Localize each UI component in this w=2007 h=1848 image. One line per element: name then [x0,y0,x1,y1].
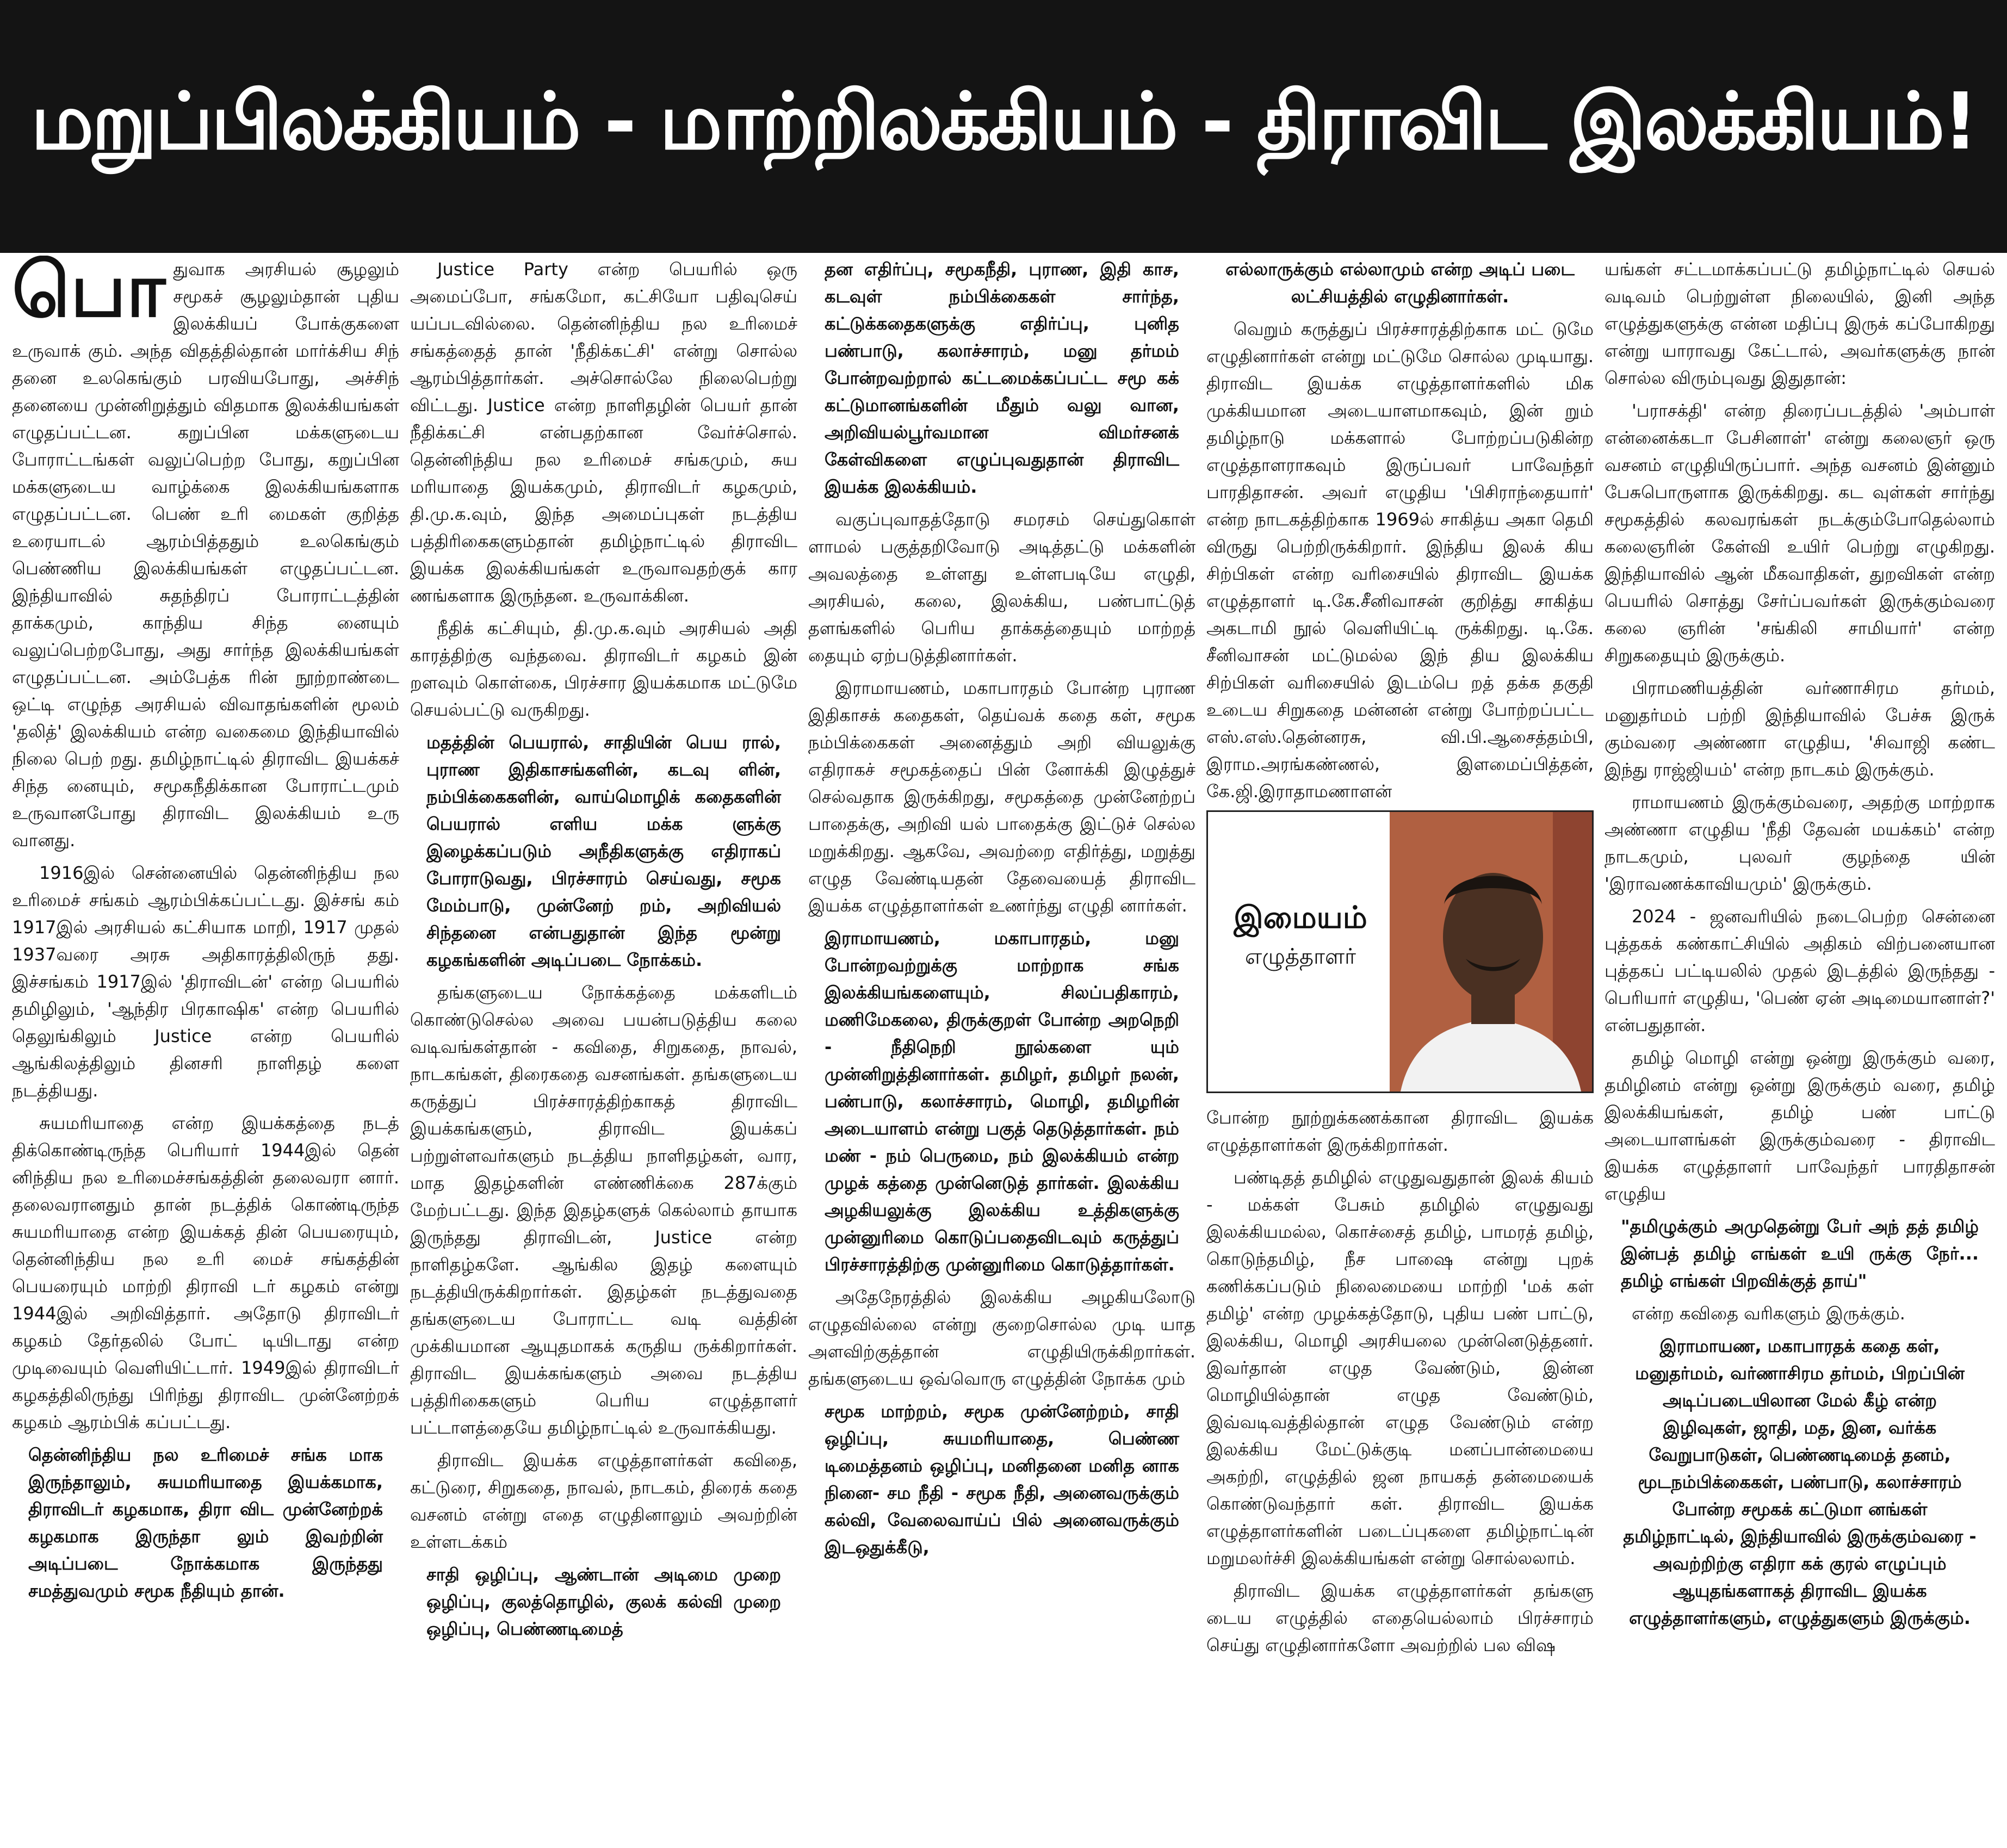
paragraph: என்ற கவிதை வரிகளும் இருக்கும். [1632,1303,1905,1324]
pull-quote: இராமாயணம், மகாபாரதம், மனு போன்றவற்றுக்கு மாற்றாக சங்க இலக்கியங்களையும், சிலப்பதிகாரம், மணிமேகலை, திருக்குறள் போன்ற அறநெறி - நீதிநெறி நூல்களை யும் முன்னிறுத்தினார்கள். தமிழர், தமிழர் நலன், பண்பாடு, கலாச்சாரம், மொழி, தமிழரின் அடையாளம் என்று பகுத் தெடுத்தார்கள். நம் மண் - நம் பெருமை, நம் இலக்கியம் என்ற முழக் கத்தை முன்னெடுத் தார்கள். இலக்கிய அழகியலுக்கு இலக்கிய உத்திகளுக்கு முன்னுரிமை கொடுப்பதைவிடவும் கருத்துப் பிரச்சாரத்திற்கு முன்னுரிமை கொடுத்தார்கள். [825,928,1179,1275]
headline-banner [0,0,2007,253]
author-label [1224,899,1377,973]
column-1 [12,256,399,1844]
drop-cap: பொ [12,256,166,334]
headline: மறுப்பிலக்கியம் - மாற்றிலக்கியம் - திராவிட இலக்கியம்! [30,75,1977,167]
pull-quote: தன எதிர்ப்பு, சமூகநீதி, புராண, இதி காச, கடவுள் நம்பிக்கைகள் சார்ந்த, கட்டுக்கதைகளுக்கு எதிர்ப்பு, புனித பண்பாடு, கலாச்சாரம், மனு தர்மம் போன்றவற்றால் கட்டமைக்கப்பட்ட சமூ கக் கட்டுமானங்களின் மீதும் வலு வான, அறிவியல்பூர்வமான விமர்சனக் கேள்விகளை எழுப்புவதுதான் திராவிட இயக்க இலக்கியம். [825,259,1179,497]
paragraph: பண்டிதத் தமிழில் எழுதுவதுதான் இலக் கியம் - மக்கள் பேசும் தமிழில் எழுதுவது இலக்கியமல்ல, கொச்சைத் தமிழ், பாமரத் தமிழ், கொடுந்தமிழ், நீச பாஷை என்று புறக் கணிக்கப்படும் நிலைமையை மாற்றி 'மக் கள் தமிழ்' என்ற முழக்கத்தோடு, புதிய பண் பாட்டு, இலக்கிய, மொழி அரசியலை முன்னெடுத்தனர். இவர்தான் எழுத வேண்டும், இன்ன மொழியில்தான் எழுத வேண்டும், இவ்வடிவத்தில்தான் எழுத வேண்டும் என்ற இலக்கிய மேட்டுக்குடி மனப்பான்மையை அகற்றி, எழுத்தில் ஜன நாயகத் தன்மையைக் கொண்டுவந்தார் கள். திராவிட இயக்க எழுத்தாளர்களின் படைப்புகளை தமிழ்நாட்டின் மறுமலர்ச்சி இலக்கியங்கள் என்று சொல்லலாம். [1206,1167,1594,1568]
paragraph: தமிழ் மொழி என்று ஒன்று இருக்கும் வரை, தமிழினம் என்று ஒன்று இருக்கும் வரை, தமிழ் இலக்கியங்கள், தமிழ் பண் பாட்டு அடையாளங்கள் இருக்கும்வரை - திராவிட இயக்க எழுத்தாளர் பாவேந்தர் பாரதிதாசன் எழுதிய [1605,1047,1995,1204]
column-5 [1605,256,1995,1844]
article-body [12,256,1995,1844]
paragraph: இராமாயணம், மகாபாரதம் போன்ற புராண இதிகாசக் கதைகள், தெய்வக் கதை கள், சமூக நம்பிக்கைகள் அனைத்தும் அறி வியலுக்கு எதிராகச் சமூகத்தைப் பின் னோக்கி இழுத்துச் செல்வதாக இருக்கிறது, சமூகத்தை முன்னேற்றப் பாதைக்கு, அறிவி யல் பாதைக்கு இட்டுச் செல்ல மறுக்கிறது. ஆகவே, அவற்றை எதிர்த்து, மறுத்து எழுத வேண்டியதன் தேவையைத் திராவிட இயக்க எழுத்தாளர்கள் உணர்ந்து எழுதி னார்கள். [808,678,1195,916]
paragraph: அதேநேரத்தில் இலக்கிய அழகியலோடு எழுதவில்லை என்று குறைசொல்ல முடி யாத அளவிற்குத்தான் எழுதியிருக்கிறார்கள். தங்களுடைய ஒவ்வொரு எழுத்தின் நோக்க மும் [808,1287,1195,1389]
author-role: எழுத்தாளர் [1245,944,1356,969]
poem-quote: "தமிழுக்கும் அமுதென்று பேர் அந் தத் தமிழ் இன்பத் தமிழ் எங்கள் உயி ருக்கு நேர்... தமிழ் எங்கள் பிறவிக்குத் தாய்" [1621,1216,1979,1291]
paragraph: போன்ற நூற்றுக்கணக்கான திராவிட இயக்க எழுத்தாளர்கள் இருக்கிறார்கள். [1206,1107,1594,1155]
pull-quote: சமூக மாற்றம், சமூக முன்னேற்றம், சாதி ஒழிப்பு, சுயமரியாதை, பெண்ண டிமைத்தனம் ஒழிப்பு, மனிதனை மனித னாக நினை- சம நீதி - சமூக நீதி, அனைவருக்கும் கல்வி, வேலைவாய்ப் பில் அனைவருக்கும் இடஒதுக்கீடு, [825,1401,1179,1558]
paragraph: வகுப்புவாதத்தோடு சமரசம் செய்துகொள் ளாமல் பகுத்தறிவோடு அடித்தட்டு மக்களின் அவலத்தை உள்ளது உள்ளபடியே எழுதி, அரசியல், கலை, இலக்கிய, பண்பாட்டுத் தளங்களில் பெரிய தாக்கத்தையும் மாற்றத் தையும் ஏற்படுத்தினார்கள். [808,509,1195,666]
paragraph: 1916இல் சென்னையில் தென்னிந்திய நல உரிமைச் சங்கம் ஆரம்பிக்கப்பட்டது. இச்சங் கம் 1917இல் அரசியல் கட்சியாக மாறி, 1917 முதல் 1937வரை அரசு அதிகாரத்திலிருந் தது. இச்சங்கம் 1917இல் 'திராவிடன்' என்ற பெயரில் தமிழிலும், 'ஆந்திர பிரகாஷிக' என்ற பெயரில் தெலுங்கிலும் Justice என்ற பெயரில் ஆங்கிலத்திலும் தினசரி நாளிதழ் களை நடத்தியது. [12,863,399,1101]
author-photo [1390,812,1592,1092]
paragraph: பிராமணியத்தின் வர்ணாசிரம தர்மம், மனுதர்மம் பற்றி இந்தியாவில் பேச்சு இருக் கும்வரை அண்ணா எழுதிய, 'சிவாஜி கண்ட இந்து ராஜ்ஜியம்' என்ற நாடகம் இருக்கும். [1605,678,1995,780]
author-name: இமையம் [1234,900,1367,935]
pull-quote: சாதி ஒழிப்பு, ஆண்டான் அடிமை முறை ஒழிப்பு, குலத்தொழில், குலக் கல்வி முறை ஒழிப்பு, பெண்ணடிமைத் [426,1564,781,1639]
paragraph: சுயமரியாதை என்ற இயக்கத்தை நடத் திக்கொண்டிருந்த பெரியார் 1944இல் தென் னிந்திய நல உரிமைச்சங்கத்தின் தலைவரா னார். தலைவரானதும் தான் நடத்திக் கொண்டிருந்த சுயமரியாதை என்ற இயக்கத் தின் பெயரையும், தென்னிந்திய நல உரி மைச் சங்கத்தின் பெயரையும் மாற்றி திராவி டர் கழகம் என்று 1944இல் அறிவித்தார். அதோடு திராவிடர் கழகம் தேர்தலில் போட் டியிடாது என்ற முடிவையும் வெளியிட்டார். 1949இல் திராவிடர் கழகத்திலிருந்து பிரிந்து திராவிட முன்னேற்றக் கழகம் ஆரம்பிக் கப்பட்டது. [12,1113,399,1432]
paragraph: வெறும் கருத்துப் பிரச்சாரத்திற்காக மட் டுமே எழுதினார்கள் என்று மட்டுமே சொல்ல முடியாது. திராவிட இயக்க எழுத்தாளர்களில் மிக முக்கியமான அடையாளமாகவும், இன் றும் தமிழ்நாடு மக்களால் போற்றப்படுகின்ற எழுத்தாளராகவும் இருப்பவர் பாவேந்தர் பாரதிதாசன். அவர் எழுதிய 'பிசிராந்தையார்' என்ற நாடகத்திற்காக 1969ல் சாகித்ய அகா தெமி விருது பெற்றிருக்கிறார். இந்திய இலக் கிய சிற்பிகள் என்ற வரிசையில் திராவிட இயக்க எழுத்தாளர் டி.கே.சீனிவாசன் குறித்து சாகித்ய அகடாமி நூல் வெளியிட்டி ருக்கிறது. டி.கே. சீனிவாசன் மட்டுமல்ல இந் திய இலக்கிய சிற்பிகள் வரிசையில் இடம்பெ றத் தக்க தகுதி உடைய சிறுகதை மன்னன் என்று போற்றப்பட்ட எஸ்.எஸ்.தென்னரசு, வி.பி.ஆசைத்தம்பி, இராம.அரங்கண்ணல், இளமைப்பித்தன், கே.ஜி.இராதாமணாளன் [1206,319,1594,802]
paragraph: தங்களுடைய நோக்கத்தை மக்களிடம் கொண்டுசெல்ல அவை பயன்படுத்திய கலை வடிவங்கள்தான் - கவிதை, சிறுகதை, நாவல், நாடகங்கள், திரைகதை வசனங்கள். தங்களுடைய கருத்துப் பிரச்சாரத்திற்காகத் திராவிட இயக்கங்களும், திராவிட இயக்கப் பற்றுள்ளவர்களும் நடத்திய நாளிதழ்கள், வார, மாத இதழ்களின் எண்ணிக்கை 287க்கும் மேற்பட்டது. இந்த இதழ்களுக் கெல்லாம் தாயாக இருந்தது திராவிடன், Justice என்ற நாளிதழ்களே. ஆங்கில இதழ் களையும் நடத்தியிருக்கிறார்கள். இதழ்கள் நடத்துவதை தங்களுடைய போராட்ட வடி வத்தின் முக்கியமான ஆயுதமாகக் கருதிய ருக்கிறார்கள். திராவிட இயக்கங்களும் அவை நடத்திய பத்திரிகைகளும் பெரிய எழுத்தாளர் பட்டாளத்தையே தமிழ்நாட்டில் உருவாக்கியது. [410,982,797,1438]
paragraph: திராவிட இயக்க எழுத்தாளர்கள் கவிதை, கட்டுரை, சிறுகதை, நாவல், நாடகம், திரைக் கதை வசனம் என்று எதை எழுதினாலும் அவற்றின் உள்ளடக்கம் [410,1450,797,1552]
paragraph: Justice Party என்ற பெயரில் ஒரு அமைப்போ, சங்கமோ, கட்சியோ பதிவுசெய் யப்படவில்லை. தென்னிந்திய நல உரிமைச் சங்கத்தைத் தான் 'நீதிக்கட்சி' என்று சொல்ல ஆரம்பித்தார்கள். அச்சொல்லே நிலைபெற்று விட்டது. Justice என்ற நாளிதழின் பெயர் தான் நீதிக்கட்சி என்பதற்கான வேர்ச்சொல். தென்னிந்திய நல உரிமைச் சங்கமும், சுய மரியாதை இயக்கமும், திராவிடர் கழகமும், தி.மு.க.வும், இந்த அமைப்புகள் நடத்திய பத்திரிகைகளும்தான் தமிழ்நாட்டில் திராவிட இயக்க இலக்கியங்கள் உருவாவதற்குக் கார ணங்களாக இருந்தன. உருவாக்கின. [410,259,797,606]
paragraph: திராவிட இயக்க எழுத்தாளர்கள் தங்களு டைய எழுத்தில் எதையெல்லாம் பிரச்சாரம் செய்து எழுதினார்களோ அவற்றில் பல விஷ [1206,1580,1594,1655]
paragraph: ராமாயணம் இருக்கும்வரை, அதற்கு மாற்றாக அண்ணா எழுதிய 'நீதி தேவன் மயக்கம்' என்ற நாடகமும், புலவர் குழந்தை யின் 'இராவணக்காவியமும்' இருக்கும். [1605,792,1995,894]
author-box [1206,810,1594,1093]
paragraph: யங்கள் சட்டமாக்கப்பட்டு தமிழ்நாட்டில் செயல் வடிவம் பெற்றுள்ள நிலையில், இனி அந்த எழுத்துகளுக்கு என்ன மதிப்பு இருக் கப்போகிறது என்று யாராவது கேட்டால், அவர்களுக்கு நான் சொல்ல விரும்புவது இதுதான்: [1605,259,1995,388]
column-4 [1206,256,1594,1844]
pull-quote: எல்லாருக்கும் எல்லாமும் என்ற அடிப் படை லட்சியத்தில் எழுதினார்கள். [1225,259,1575,307]
paragraph: 'பராசக்தி' என்ற திரைப்படத்தில் 'அம்பாள் என்னைக்கடா பேசினாள்' என்று கலைஞர் ஒரு வசனம் எழுதியிருப்பார். அந்த வசனம் இன்னும் பேசுபொருளாக இருக்கிறது. கட வுள்கள் சார்ந்து சமூகத்தில் கலவரங்கள் நடக்கும்போதெல்லாம் கலைஞரின் கேள்வி உயிர் பெற்று எழுகிறது. இந்தியாவில் ஆன் மீகவாதிகள், துறவிகள் என்ற பெயரில் சொத்து சேர்ப்பவர்கள் இருக்கும்வரை கலை ஞரின் 'சங்கிலி சாமியார்' என்ற சிறுகதையும் இருக்கும். [1605,400,1995,666]
pull-quote: தென்னிந்திய நல உரிமைச் சங்க மாக இருந்தாலும், சுயமரியாதை இயக்கமாக, திராவிடர் கழகமாக, திரா விட முன்னேற்றக் கழகமாக இருந்தா லும் இவற்றின் அடிப்படை நோக்கமாக இருந்தது சமத்துவமும் சமூக நீதியும் தான். [28,1444,383,1601]
column-2 [410,256,797,1844]
paragraph: பொதுவாக அரசியல் சூழலும் சமூகச் சூழலும்தான் புதிய இலக்கியப் போக்குகளை உருவாக் கும். அந்த விதத்தில்தான் மார்க்சிய சிந் தனை உலகெங்கும் பரவியபோது, அச்சிந் தனையை முன்னிறுத்தும் விதமாக இலக்கியங்கள் எழுதப்பட்டன. கறுப்பின மக்களுடைய போராட்டங்கள் வலுப்பெற்ற போது, கறுப்பின மக்களுடைய வாழ்க்கை இலக்கியங்களாக எழுதப்பட்டன. பெண் உரி மைகள் குறித்த உரையாடல் ஆரம்பித்ததும் உலகெங்கும் பெண்ணிய இலக்கியங்கள் எழுதப்பட்டன. இந்தியாவில் சுதந்திரப் போராட்டத்தின் தாக்கமும், காந்திய சிந்த னையும் வலுப்பெற்றபோது, அது சார்ந்த இலக்கியங்கள் எழுதப்பட்டன. அம்பேத்க ரின் நூற்றாண்டை ஒட்டி எழுந்த அரசியல் விவாதங்களின் மூலம் 'தலித்' இலக்கியம் என்ற வகைமை இந்தியாவில் நிலை பெற் றது. தமிழ்நாட்டில் திராவிட இயக்கச் சிந்த னையும், சமூகநீதிக்கான போராட்டமும் உருவானபோது திராவிட இலக்கியம் உரு வானது. [12,256,399,851]
column-3 [808,256,1195,1844]
pull-quote: மதத்தின் பெயரால், சாதியின் பெய ரால், புராண இதிகாசங்களின், கடவு ளின், நம்பிக்கைகளின், வாய்மொழிக் கதைகளின் பெயரால் எளிய மக்க ளுக்கு இழைக்கப்படும் அநீதிகளுக்கு எதிராகப் போராடுவது, பிரச்சாரம் செய்வது, சமூக மேம்பாடு, முன்னேற் றம், அறிவியல் சிந்தனை என்பதுதான் இந்த மூன்று கழகங்களின் அடிப்படை நோக்கம். [426,732,781,970]
paragraph: நீதிக் கட்சியும், தி.மு.க.வும் அரசியல் அதி காரத்திற்கு வந்தவை. திராவிடர் கழகம் இன் றளவும் கொள்கை, பிரச்சார இயக்கமாக மட்டுமே செயல்பட்டு வருகிறது. [410,618,797,720]
paragraph: 2024 - ஜனவரியில் நடைபெற்ற சென்னை புத்தகக் கண்காட்சியில் அதிகம் விற்பனையான புத்தகப் பட்டியலில் முதல் இடத்தில் இருந்தது - பெரியார் எழுதிய, 'பெண் ஏன் அடிமையானாள்?' என்பதுதான். [1605,906,1995,1035]
pull-quote: இராமாயண, மகாபாரதக் கதை கள், மனுதர்மம், வர்ணாசிரம தர்மம், பிறப்பின் அடிப்படையிலான மேல் கீழ் என்ற இழிவுகள், ஜாதி, மத, இன, வர்க்க வேறுபாடுகள், பெண்ணடிமைத் தனம், மூடநம்பிக்கைகள், பண்பாடு, கலாச்சாரம் போன்ற சமூகக் கட்டுமா னங்கள் தமிழ்நாட்டில், இந்தியாவில் இருக்கும்வரை - அவற்றிற்கு எதிரா கக் குரல் எழுப்பும் ஆயுதங்களாகத் திராவிட இயக்க எழுத்தாளர்களும், எழுத்துகளும் இருக்கும். [1623,1336,1977,1628]
